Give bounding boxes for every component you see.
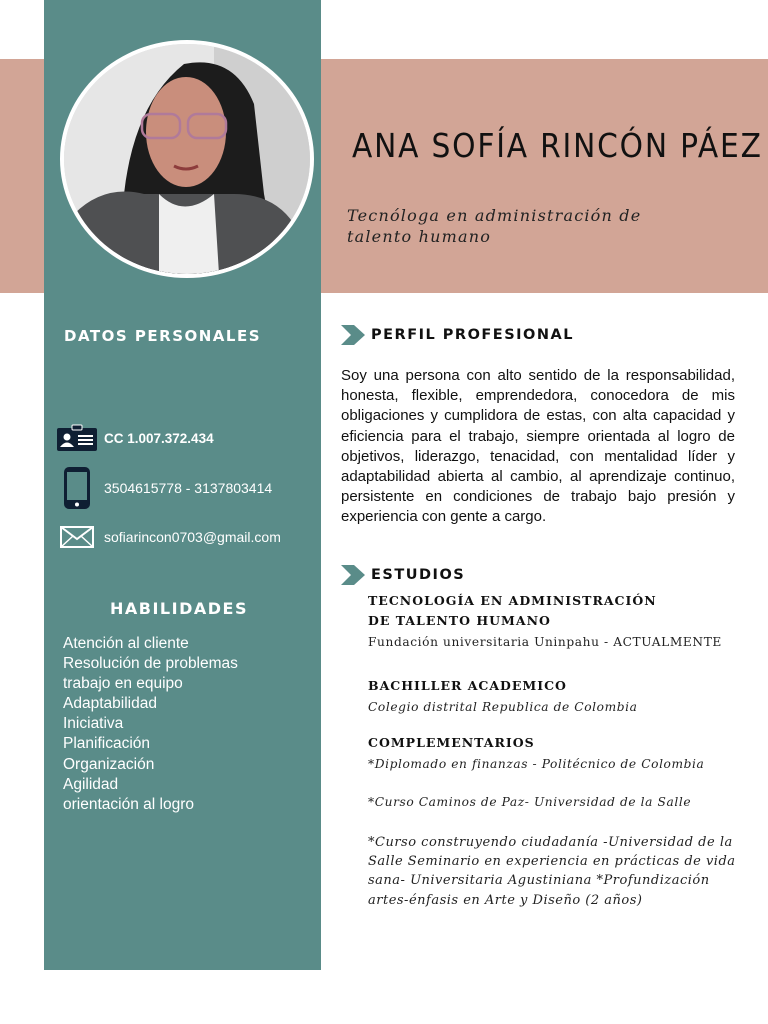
phone-icon [56, 466, 98, 510]
skill-item: Adaptabilidad [63, 695, 157, 713]
email-contact [56, 526, 281, 548]
phone-numbers: 3504615778 - 3137803414 [104, 480, 273, 496]
skill-item: Atención al cliente [63, 635, 189, 652]
complementary-item: *Curso construyendo ciudadanía -Universidad de la Salle Seminario en experiencia en prácticas de vida sana- Universitaria Agustiniana *Profundización artes-énfasis en Arte y Diseño (2 años) [368, 835, 736, 908]
id-contact [56, 424, 214, 452]
phone-contact [56, 466, 272, 510]
skill-item: Agilidad [63, 775, 119, 793]
skills-heading: HABILIDADES [110, 599, 248, 618]
chevron-right-icon [341, 325, 365, 345]
job-title: Tecnóloga en administración de talento humano [347, 206, 642, 246]
education-heading [341, 565, 465, 585]
complementary-heading: COMPLEMENTARIOS [368, 735, 535, 750]
degree-school: Fundación universitaria Uninpahu - ACTUALMENTE [368, 635, 722, 649]
degree-title: TECNOLOGÍA EN ADMINISTRACIÓN DE TALENTO HUMANO [368, 593, 657, 628]
skill-item: Planificación [63, 735, 151, 753]
complementary-item: *Diplomado en finanzas - Politécnico de Colombia [368, 757, 705, 771]
education-heading-label: ESTUDIOS [371, 567, 466, 583]
degree-school: Colegio distrital Republica de Colombia [368, 700, 638, 714]
person-name: ANA SOFÍA RINCÓN PÁEZ [352, 126, 763, 165]
profile-photo [60, 40, 314, 278]
profile-heading-label: PERFIL PROFESIONAL [371, 327, 574, 343]
skills-list [63, 634, 238, 815]
skill-item: trabajo en equipo [63, 675, 183, 693]
complementary-item: *Curso Caminos de Paz- Universidad de la Salle [368, 795, 692, 809]
skill-item: Organización [63, 755, 155, 773]
id-number: CC 1.007.372.434 [104, 430, 214, 446]
skill-item: Resolución de problemas [63, 655, 238, 673]
degree-title: BACHILLER ACADEMICO [368, 678, 567, 693]
profile-heading [341, 325, 574, 345]
chevron-right-icon [341, 565, 365, 585]
skill-item: Iniciativa [63, 715, 124, 733]
personal-data-heading: DATOS PERSONALES [64, 327, 262, 345]
skill-item: orientación al logro [63, 795, 194, 813]
email-address: sofiarincon0703@gmail.com [104, 529, 281, 545]
profile-text: Soy una persona con alto sentido de la responsabilidad, honesta, flexible, emprendedora, conocedora de mis obligaciones y cumplidora de estas, con alta capacidad y eficiencia para el trabajo, siempre orientada al logro de objetivos, liderazgo, tenacidad, con mentalidad líder y adaptabilidad abierta al cambio, al aprendizaje continuo, persistente en condiciones de trabajo bajo presión y experiencia con gente a cargo. [341, 367, 735, 526]
envelope-icon [56, 526, 98, 548]
id-card-icon [56, 424, 98, 452]
